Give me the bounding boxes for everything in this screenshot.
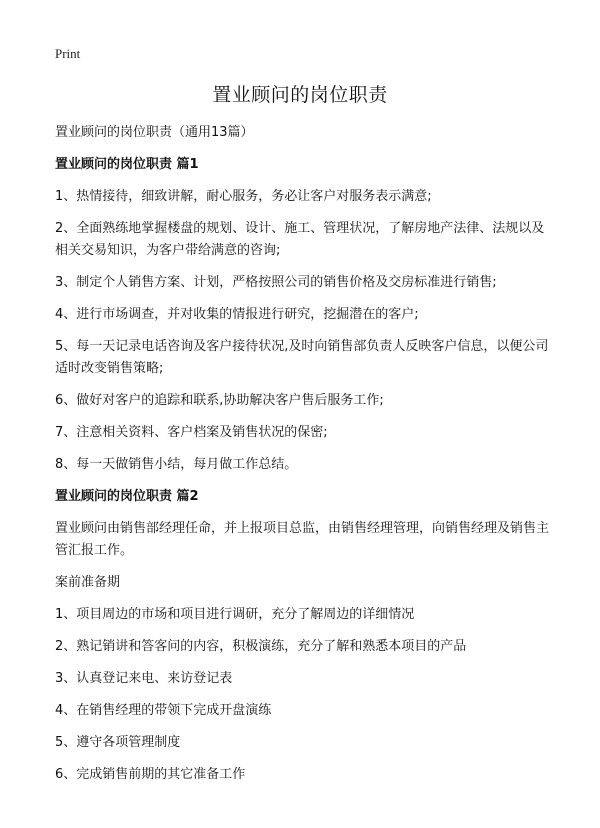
list-item: 2、熟记销讲和答客问的内容，积极演练，充分了解和熟悉本项目的产品 <box>55 639 467 654</box>
list-item: 5、每一天记录电话咨询及客户接待状况,及时向销售部负责人反映客户信息，以便公司适时改变销售策略; <box>55 339 549 376</box>
list-item: 1、热情接待，细致讲解，耐心服务，务必让客户对服务表示满意; <box>55 189 432 204</box>
list-item: 1、项目周边的市场和项目进行调研，充分了解周边的详细情况 <box>55 607 415 622</box>
list-item: 3、认真登记来电、来访登记表 <box>55 671 233 686</box>
print-link[interactable]: Print <box>55 46 81 61</box>
list-item: 3、制定个人销售方案、计划，严格按照公司的销售价格及交房标准进行销售; <box>55 275 497 290</box>
list-item: 2、全面熟练地掌握楼盘的规划、设计、施工、管理状况，了解房地产法律、法规以及相关交易知识，为客户带给满意的咨询; <box>55 221 545 258</box>
list-item: 4、在销售经理的带领下完成开盘演练 <box>55 703 272 718</box>
document-subtitle: 置业顾问的岗位职责（通用13篇） <box>55 125 254 140</box>
list-item: 8、每一天做销售小结，每月做工作总结。 <box>55 457 298 472</box>
list-item: 6、做好对客户的追踪和联系,协助解决客户售后服务工作; <box>55 393 384 408</box>
section-heading: 置业顾问的岗位职责 篇2 <box>55 489 199 504</box>
paragraph: 置业顾问由销售部经理任命，并上报项目总监，由销售经理管理，向销售经理及销售主管汇报工作。 <box>55 521 550 558</box>
list-item: 6、完成销售前期的其它准备工作 <box>55 767 246 782</box>
list-item: 4、进行市场调查，并对收集的情报进行研究，挖掘潜在的客户; <box>55 307 419 322</box>
page-title: 置业顾问的岗位职责 <box>212 84 388 106</box>
document-body <box>55 122 555 796</box>
sub-heading: 案前准备期 <box>55 575 121 590</box>
list-item: 7、注意相关资料、客户档案及销售状况的保密; <box>55 425 328 440</box>
list-item: 5、遵守各项管理制度 <box>55 735 181 750</box>
section-heading: 置业顾问的岗位职责 篇1 <box>55 157 199 172</box>
